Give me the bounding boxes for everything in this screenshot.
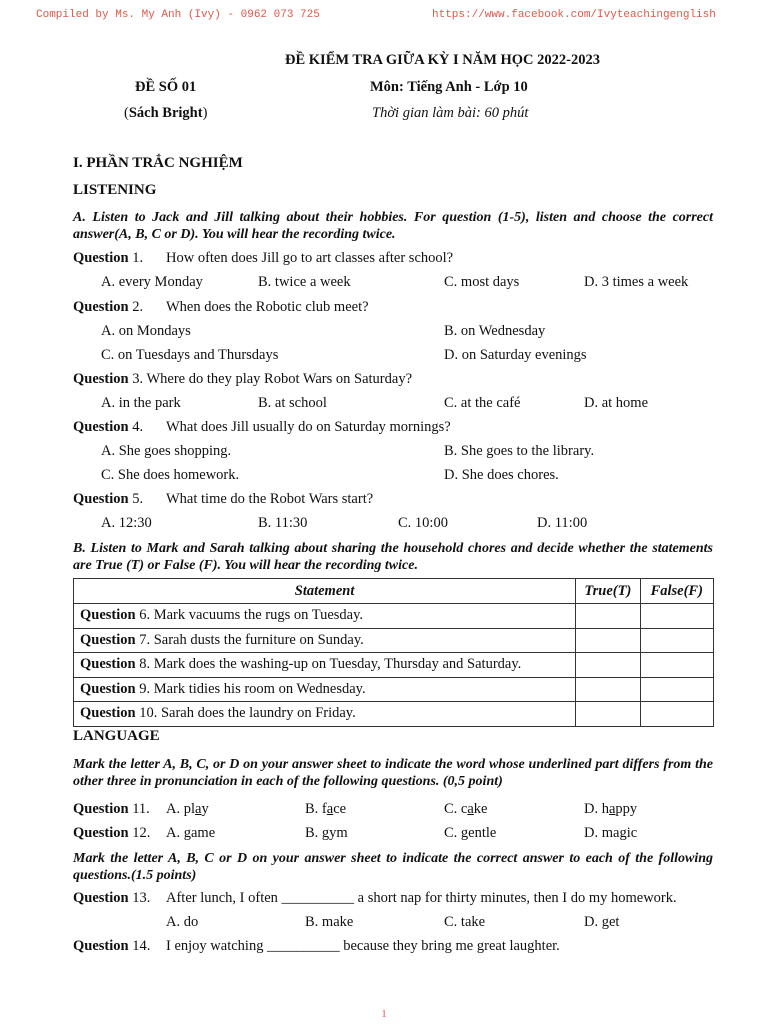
instruction-c: Mark the letter A, B, C, or D on your answer sheet to indicate the word whose underlined part differs from the other three in pronunciation in each of the following questions. (0,5 point): [73, 757, 713, 789]
true-header: True(T): [576, 579, 640, 604]
option[interactable]: A. She goes shopping.: [101, 443, 232, 459]
option[interactable]: C. most days: [444, 274, 520, 290]
false-cell[interactable]: [640, 653, 713, 678]
book-name: (Sách Bright): [124, 105, 208, 121]
option[interactable]: B. on Wednesday: [444, 323, 546, 339]
question-5-text: What time do the Robot Wars start?: [166, 491, 374, 507]
false-cell[interactable]: [640, 628, 713, 653]
false-cell[interactable]: [640, 677, 713, 702]
question-5: Question 5.: [73, 491, 144, 507]
question-12: Question 12.: [73, 825, 151, 841]
page-number: 1: [381, 1008, 387, 1020]
question-14: Question 14.: [73, 938, 151, 954]
option[interactable]: A. 12:30: [101, 515, 152, 531]
true-cell[interactable]: [576, 653, 640, 678]
question-2-text: When does the Robotic club meet?: [166, 299, 369, 315]
option[interactable]: C. gentle: [444, 825, 497, 841]
option[interactable]: D. get: [584, 914, 620, 930]
true-cell[interactable]: [576, 677, 640, 702]
option[interactable]: C. She does homework.: [101, 467, 240, 483]
option[interactable]: C. cake: [444, 801, 488, 817]
option[interactable]: A. every Monday: [101, 274, 203, 290]
option[interactable]: A. in the park: [101, 395, 181, 411]
option[interactable]: A. game: [166, 825, 216, 841]
true-false-table: [73, 578, 714, 727]
exam-title: ĐỀ KIỂM TRA GIỮA KỲ I NĂM HỌC 2022-2023: [285, 52, 600, 68]
option[interactable]: B. She goes to the library.: [444, 443, 595, 459]
language-heading: LANGUAGE: [73, 728, 160, 744]
option[interactable]: A. play: [166, 801, 209, 817]
false-cell[interactable]: [640, 604, 713, 629]
subject: Môn: Tiếng Anh - Lớp 10: [370, 79, 528, 95]
instruction-b: B. Listen to Mark and Sarah talking about sharing the household chores and decide whether the statements are True (T) or False (F). You will hear the recording twice.: [73, 541, 713, 573]
question-1-text: How often does Jill go to art classes after school?: [166, 250, 454, 266]
exam-time: Thời gian làm bài: 60 phút: [372, 105, 529, 121]
table-row: [74, 677, 714, 702]
option[interactable]: A. do: [166, 914, 199, 930]
question-11: Question 11.: [73, 801, 150, 817]
table-row: [74, 604, 714, 629]
option[interactable]: C. on Tuesdays and Thursdays: [101, 347, 279, 363]
table-row: [74, 628, 714, 653]
statement-cell: Question 8. Mark does the washing-up on Tuesday, Thursday and Saturday.: [74, 653, 576, 678]
option[interactable]: D. 11:00: [537, 515, 588, 531]
option[interactable]: D. on Saturday evenings: [444, 347, 587, 363]
option[interactable]: C. at the café: [444, 395, 521, 411]
table-row: [74, 653, 714, 678]
statement-cell: Question 6. Mark vacuums the rugs on Tuesday.: [74, 604, 576, 629]
exam-code: ĐỀ SỐ 01: [135, 79, 197, 95]
instruction-d: Mark the letter A, B, C or D on your answer sheet to indicate the correct answer to each of the following questions.(1.5 points): [73, 851, 713, 883]
table-row: [74, 702, 714, 727]
question-14-text: I enjoy watching __________ because they bring me great laughter.: [166, 938, 560, 954]
false-header: False(F): [640, 579, 713, 604]
statement-cell: Question 10. Sarah does the laundry on Friday.: [74, 702, 576, 727]
option[interactable]: C. take: [444, 914, 486, 930]
true-cell[interactable]: [576, 702, 640, 727]
statement-cell: Question 7. Sarah dusts the furniture on Sunday.: [74, 628, 576, 653]
option[interactable]: B. twice a week: [258, 274, 351, 290]
instruction-a: A. Listen to Jack and Jill talking about their hobbies. For question (1-5), listen and choose the correct answer(A, B, C or D). You will hear the recording twice.: [73, 210, 713, 242]
option[interactable]: B. make: [305, 914, 354, 930]
true-cell[interactable]: [576, 604, 640, 629]
true-cell[interactable]: [576, 628, 640, 653]
statement-header: Statement: [74, 579, 576, 604]
statement-cell: Question 9. Mark tidies his room on Wednesday.: [74, 677, 576, 702]
question-3: Question 3. Where do they play Robot Wars on Saturday?: [73, 371, 413, 387]
question-4: Question 4.: [73, 419, 144, 435]
option[interactable]: A. on Mondays: [101, 323, 191, 339]
option[interactable]: C. 10:00: [398, 515, 448, 531]
compiler-header: Compiled by Ms. My Anh (Ivy) - 0962 073 725: [36, 9, 320, 21]
option[interactable]: D. happy: [584, 801, 638, 817]
question-13-text: After lunch, I often __________ a short nap for thirty minutes, then I do my homework.: [166, 890, 677, 906]
option[interactable]: B. 11:30: [258, 515, 308, 531]
facebook-link[interactable]: https://www.facebook.com/Ivyteachingenglish: [432, 9, 716, 21]
option[interactable]: D. 3 times a week: [584, 274, 689, 290]
option[interactable]: B. at school: [258, 395, 327, 411]
table-header-row: [74, 579, 714, 604]
false-cell[interactable]: [640, 702, 713, 727]
option[interactable]: D. She does chores.: [444, 467, 559, 483]
question-13: Question 13.: [73, 890, 151, 906]
option[interactable]: B. gym: [305, 825, 348, 841]
question-4-text: What does Jill usually do on Saturday mornings?: [166, 419, 451, 435]
section-heading: I. PHẦN TRẮC NGHIỆM: [73, 155, 243, 171]
question-1: Question 1.: [73, 250, 144, 266]
option[interactable]: B. face: [305, 801, 347, 817]
listening-heading: LISTENING: [73, 182, 157, 198]
question-2: Question 2.: [73, 299, 144, 315]
option[interactable]: D. magic: [584, 825, 638, 841]
option[interactable]: D. at home: [584, 395, 649, 411]
